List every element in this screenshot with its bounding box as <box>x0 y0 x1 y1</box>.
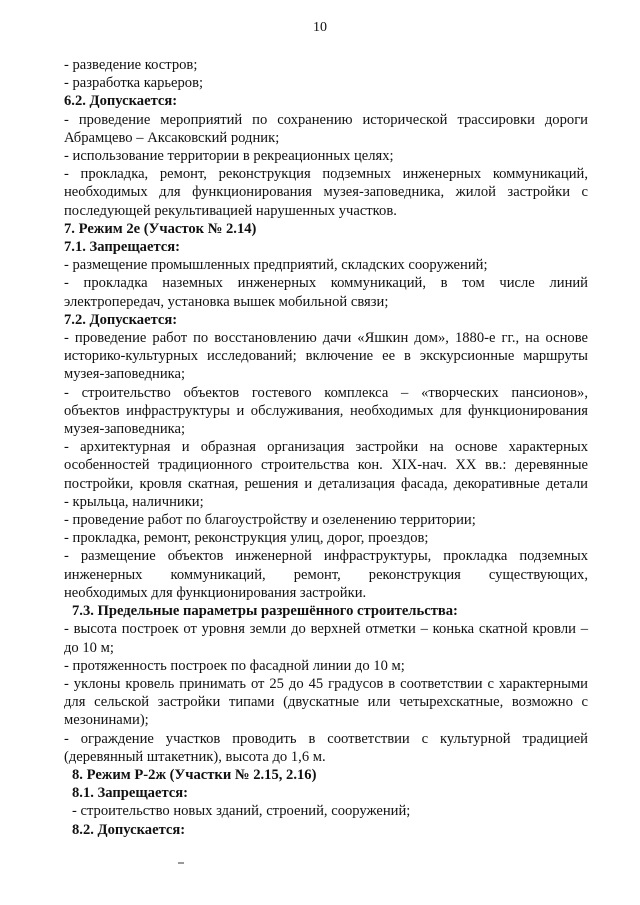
page-number: 10 <box>313 20 327 35</box>
text-line: до 10 м; <box>64 639 114 656</box>
text-line: - высота построек от уровня земли до верхней отметки – конька скатной кровли – <box>64 621 588 638</box>
text-line: особенностей традиционного строительства кон. XIX-нач. XX вв.: деревянные <box>64 457 588 474</box>
text-line: - архитектурная и образная организация застройки на основе характерных <box>64 439 588 456</box>
text-line: музея-заповедника; <box>64 421 186 438</box>
text-line: - протяженность построек по фасадной линии до 10 м; <box>64 657 405 674</box>
text-line: - строительство объектов гостевого комплекса – «творческих пансионов», <box>64 384 588 401</box>
text-line: - прокладка, ремонт, реконструкция подземных инженерных коммуникаций, <box>64 166 588 183</box>
text-line: необходимых для функционирования застройки. <box>64 584 367 601</box>
section-heading: 6.2. Допускается: <box>64 93 178 110</box>
text-line: - уклоны кровель принимать от 25 до 45 градусов в соответствии с характерными <box>64 675 588 692</box>
text-line: необходимых для функционирования музея-заповедника, жилой застройки с <box>64 184 588 201</box>
text-line: для сельской застройки типами (двускатные или четырехскатные, возможно с <box>64 694 588 711</box>
text-line: - строительство новых зданий, строений, сооружений; <box>72 803 411 820</box>
section-heading: 7.3. Предельные параметры разрешённого строительства: <box>72 603 458 620</box>
section-heading: 7.1. Запрещается: <box>64 239 181 256</box>
text-line: - разведение костров; <box>64 57 198 73</box>
text-line: объектов инфраструктуры и обслуживания, необходимых для функционирования <box>64 402 588 419</box>
text-line: - проведение мероприятий по сохранению исторической трассировки дороги <box>64 111 588 128</box>
text-line: - размещение объектов инженерной инфраструктуры, прокладка подземных <box>64 548 588 565</box>
text-line: музея-заповедника; <box>64 366 186 383</box>
text-line: - разработка карьеров; <box>64 75 204 92</box>
section-heading: 8. Режим Р-2ж (Участки № 2.15, 2.16) <box>72 766 317 783</box>
text-line: - прокладка, ремонт, реконструкция улиц, дорог, проездов; <box>64 530 429 547</box>
text-line: последующей рекультивацией нарушенных участков. <box>64 202 397 219</box>
text-line: - проведение работ по восстановлению дачи «Яшкин дом», 1880-е гг., на основе <box>64 330 588 347</box>
section-heading: 8.2. Допускается: <box>72 821 186 838</box>
text-line: - использование территории в рекреационных целях; <box>64 148 394 165</box>
text-line: - размещение промышленных предприятий, складских сооружений; <box>64 257 488 274</box>
text-line: (деревянный штакетник), высота до 1,6 м. <box>64 748 326 765</box>
text-line: мезонинами); <box>64 712 149 729</box>
text-line: - крыльца, наличники; <box>64 493 204 510</box>
section-heading: 7.2. Допускается: <box>64 311 178 328</box>
text-line: - прокладка наземных инженерных коммуникаций, в том числе линий <box>64 275 588 292</box>
text-line: - проведение работ по благоустройству и озеленению территории; <box>64 512 476 529</box>
text-line: Абрамцево – Аксаковский родник; <box>64 129 280 146</box>
scan-artifact <box>178 862 184 864</box>
text-line: - ограждение участков проводить в соответствии с культурной традицией <box>64 730 588 747</box>
section-heading: 7. Режим 2е (Участок № 2.14) <box>64 220 257 237</box>
text-line: историко-культурных исследований; включение ее в экскурсионные маршруты <box>64 348 588 365</box>
text-line: электропередач, установка вышек мобильной связи; <box>64 293 389 310</box>
section-heading: 8.1. Запрещается: <box>72 785 189 802</box>
document-body <box>64 56 588 839</box>
text-line: инженерных коммуникаций, ремонт, реконструкция существующих, <box>64 566 588 583</box>
text-line: постройки, кровля скатная, решения и детализация фасада, декоративные детали <box>64 475 588 492</box>
